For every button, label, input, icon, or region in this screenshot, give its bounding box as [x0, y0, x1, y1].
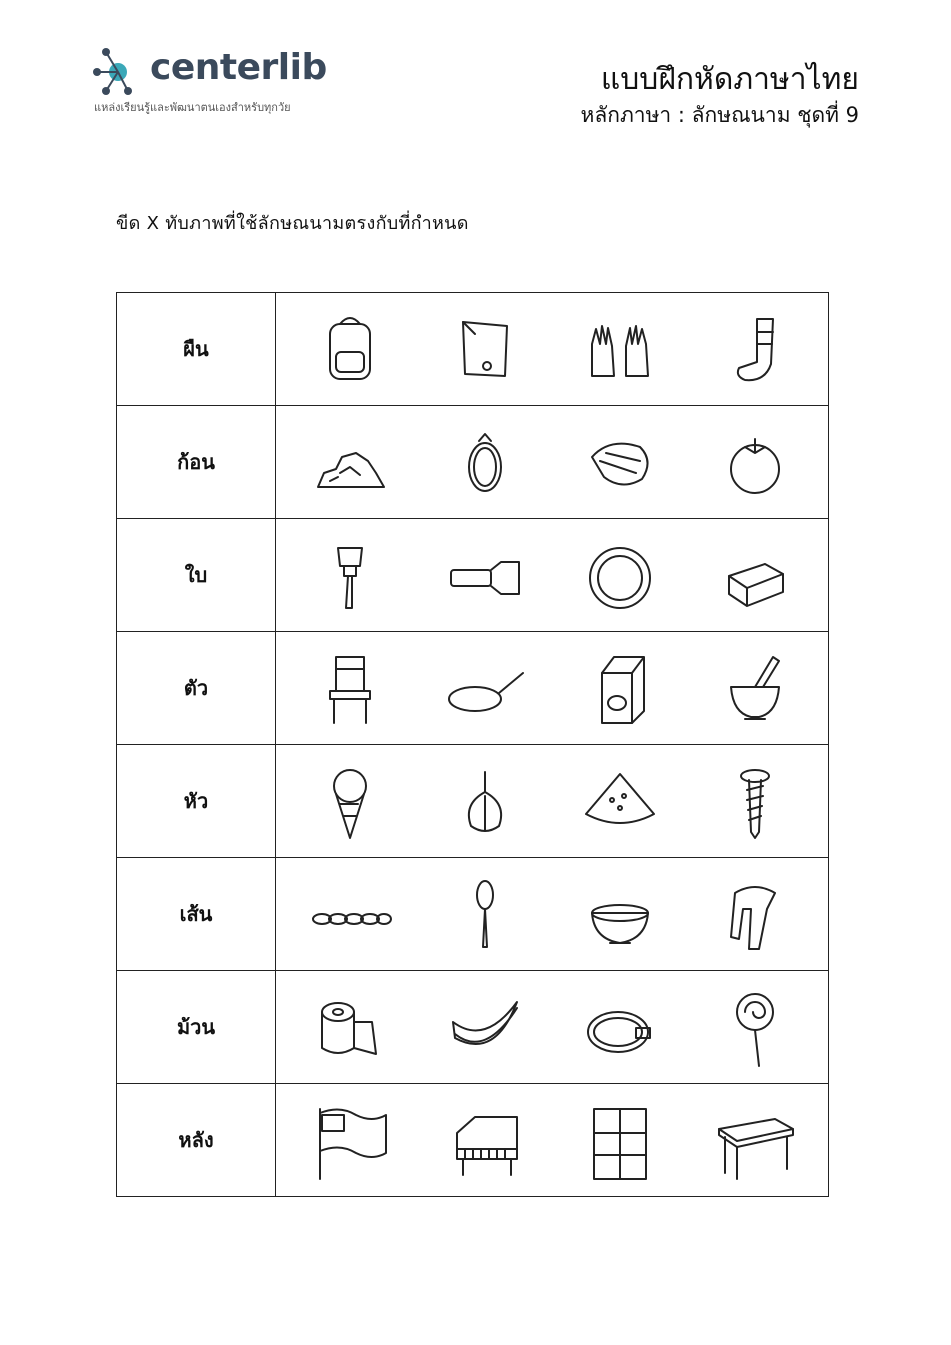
scarf-icon[interactable]: [705, 869, 805, 959]
chair-icon[interactable]: [300, 643, 400, 733]
watermelon-slice-icon: [570, 756, 670, 846]
brand-logo: [92, 40, 352, 120]
scarf-icon: [705, 869, 805, 959]
piano-icon[interactable]: [435, 1095, 535, 1185]
ice-cream-cone-icon: [300, 756, 400, 846]
gloves-icon: [570, 304, 670, 394]
rocks-icon[interactable]: [300, 417, 400, 507]
exercise-row: [117, 745, 829, 858]
worksheet-title: แบบฝึกหัดภาษาไทย: [600, 62, 859, 97]
piano-icon: [435, 1095, 535, 1185]
ice-cream-cone-icon[interactable]: [300, 756, 400, 846]
eraser-icon: [705, 530, 805, 620]
picture-choices: [276, 519, 829, 632]
classifier-word: ใบ: [117, 519, 276, 632]
belt-icon[interactable]: [570, 982, 670, 1072]
table-icon: [705, 1095, 805, 1185]
belt-icon: [570, 982, 670, 1072]
lollipop-icon[interactable]: [705, 982, 805, 1072]
rocks-icon: [300, 417, 400, 507]
classifier-word: ผืน: [117, 293, 276, 406]
backpack-icon[interactable]: [300, 304, 400, 394]
lollipop-icon: [705, 982, 805, 1072]
screw-icon[interactable]: [705, 756, 805, 846]
meat-icon[interactable]: [570, 417, 670, 507]
exercise-row: [117, 293, 829, 406]
tomato-icon: [705, 417, 805, 507]
brand-tagline: แหล่งเรียนรู้และพัฒนาตนเองสำหรับทุกวัย: [94, 101, 291, 114]
mortar-pestle-icon: [705, 643, 805, 733]
toilet-paper-icon: [300, 982, 400, 1072]
window-icon: [570, 1095, 670, 1185]
classifier-word: ตัว: [117, 632, 276, 745]
exercise-rows: [117, 293, 829, 1197]
toilet-paper-icon[interactable]: [300, 982, 400, 1072]
chain-icon[interactable]: [300, 869, 400, 959]
bananas-icon: [435, 982, 535, 1072]
table-icon[interactable]: [705, 1095, 805, 1185]
chain-icon: [300, 869, 400, 959]
chair-icon: [300, 643, 400, 733]
milk-carton-icon: [570, 643, 670, 733]
noodle-bowl-icon: [570, 869, 670, 959]
mortar-pestle-icon[interactable]: [705, 643, 805, 733]
noodle-bowl-icon[interactable]: [570, 869, 670, 959]
exercise-row: [117, 1084, 829, 1197]
ring-icon: [435, 417, 535, 507]
exercise-row: [117, 971, 829, 1084]
watermelon-slice-icon[interactable]: [570, 756, 670, 846]
screw-icon: [705, 756, 805, 846]
tomato-icon[interactable]: [705, 417, 805, 507]
instruction-text: ขีด X ทับภาพที่ใช้ลักษณนามตรงกับที่กำหนด: [116, 213, 469, 234]
classifier-word: หัว: [117, 745, 276, 858]
picture-choices: [276, 632, 829, 745]
frying-pan-icon: [435, 643, 535, 733]
sock-icon: [705, 304, 805, 394]
classifier-word: ก้อน: [117, 406, 276, 519]
window-icon[interactable]: [570, 1095, 670, 1185]
flag-icon: [300, 1095, 400, 1185]
eraser-icon[interactable]: [705, 530, 805, 620]
brand-name: centerlib: [150, 47, 327, 88]
picture-choices: [276, 406, 829, 519]
picture-choices: [276, 745, 829, 858]
spoon-icon[interactable]: [435, 869, 535, 959]
picture-choices: [276, 858, 829, 971]
onion-icon[interactable]: [435, 756, 535, 846]
flashlight-icon[interactable]: [435, 530, 535, 620]
picture-choices: [276, 971, 829, 1084]
milk-carton-icon[interactable]: [570, 643, 670, 733]
worksheet-subtitle: หลักภาษา : ลักษณนาม ชุดที่ 9: [580, 103, 859, 127]
flag-icon[interactable]: [300, 1095, 400, 1185]
paintbrush-icon[interactable]: [300, 530, 400, 620]
plate-icon[interactable]: [570, 530, 670, 620]
exercise-row: [117, 406, 829, 519]
logo-mark-icon: [92, 44, 144, 96]
handkerchief-icon: [435, 304, 535, 394]
sock-icon[interactable]: [705, 304, 805, 394]
backpack-icon: [300, 304, 400, 394]
ring-icon[interactable]: [435, 417, 535, 507]
picture-choices: [276, 293, 829, 406]
spoon-icon: [435, 869, 535, 959]
handkerchief-icon[interactable]: [435, 304, 535, 394]
exercise-row: [117, 519, 829, 632]
picture-choices: [276, 1084, 829, 1197]
classifier-word: เส้น: [117, 858, 276, 971]
plate-icon: [570, 530, 670, 620]
exercise-row: [117, 858, 829, 971]
bananas-icon[interactable]: [435, 982, 535, 1072]
classifier-word: ม้วน: [117, 971, 276, 1084]
onion-icon: [435, 756, 535, 846]
paintbrush-icon: [300, 530, 400, 620]
flashlight-icon: [435, 530, 535, 620]
frying-pan-icon[interactable]: [435, 643, 535, 733]
exercise-row: [117, 632, 829, 745]
meat-icon: [570, 417, 670, 507]
exercise-table: [116, 292, 829, 1197]
classifier-word: หลัง: [117, 1084, 276, 1197]
gloves-icon[interactable]: [570, 304, 670, 394]
